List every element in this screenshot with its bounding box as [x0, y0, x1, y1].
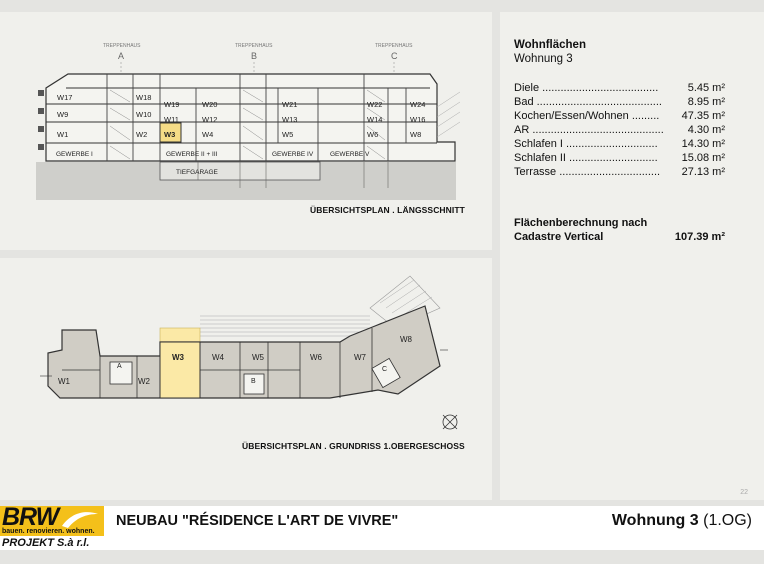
section-unit-w5: W5: [282, 130, 294, 139]
stair-letter-b: B: [251, 51, 258, 61]
area-row-value: 47.35 m²: [681, 110, 725, 122]
plan-unit-w5: W5: [252, 353, 264, 362]
logo-brw-text: BRW: [2, 503, 59, 531]
section-caption: ÜBERSICHTSPLAN . LÄNGSSCHNITT: [310, 205, 465, 215]
section-unit-w6: W6: [367, 130, 379, 139]
section-unit-w17: W17: [57, 93, 73, 102]
stair-letter-c: C: [391, 51, 398, 61]
section-unit-w22: W22: [367, 100, 383, 109]
section-commercial-1: GEWERBE I: [56, 151, 93, 158]
total-row: [514, 231, 725, 245]
section-commercial-4: GEWERBE V: [330, 151, 370, 158]
plan-unit-w3: W3: [172, 353, 184, 362]
section-unit-w13: W13: [282, 115, 298, 124]
plan-stair-c: C: [382, 366, 388, 373]
section-unit-w9: W9: [57, 110, 69, 119]
area-row: [514, 110, 725, 124]
section-unit-w3: W3: [164, 130, 176, 139]
area-row-value: 14.30 m²: [681, 138, 725, 150]
plan-stair-a: A: [117, 363, 122, 370]
area-row-value: 27.13 m²: [681, 166, 725, 178]
floorplan-drawing: [0, 258, 492, 500]
section-unit-w10: W10: [136, 110, 152, 119]
section-unit-w12: W12: [202, 115, 218, 124]
area-row-label: Schlafen I ..............................: [514, 138, 658, 150]
areas-title: Wohnflächen: [514, 39, 586, 51]
logo-swoosh-icon: [60, 508, 100, 530]
section-unit-w21: W21: [282, 100, 298, 109]
plan-unit-w2: W2: [138, 377, 150, 386]
section-commercial-2: GEWERBE II + III: [166, 151, 218, 158]
areas-panel: [500, 12, 764, 500]
area-row-value: 15.08 m²: [681, 152, 725, 164]
area-row: [514, 96, 725, 110]
area-row-label: Kochen/Essen/Wohnen .........: [514, 110, 660, 122]
page-number: 22: [740, 489, 748, 496]
plan-unit-w8: W8: [400, 335, 412, 344]
area-row: [514, 82, 725, 96]
area-row-value: 5.45 m²: [687, 82, 725, 94]
stair-label-c: TREPPENHAUS: [375, 43, 413, 49]
plan-unit-w6: W6: [310, 353, 322, 362]
area-row: [514, 138, 725, 152]
unit-label: Wohnung 3: [611, 512, 699, 529]
section-unit-w11: W11: [164, 115, 179, 124]
area-row-label: Diele ......................................: [514, 82, 659, 94]
section-unit-w4: W4: [202, 130, 214, 139]
area-row-label: Bad .........................................: [514, 96, 662, 108]
areas-subtitle: Wohnung 3: [514, 53, 573, 65]
plan-stair-b: B: [251, 378, 256, 385]
total-value: 107.39 m²: [674, 231, 725, 243]
plan-unit-w4: W4: [212, 353, 224, 362]
unit-floor: (1.OG): [703, 512, 752, 529]
plan-caption: ÜBERSICHTSPLAN . GRUNDRISS 1.OBERGESCHOSS: [242, 441, 465, 451]
area-row: [514, 124, 725, 138]
brw-logo: [0, 503, 104, 550]
section-unit-w19: W19: [164, 100, 180, 109]
total-label-1: Flächenberechnung nach: [514, 217, 648, 229]
unit-title: [612, 512, 752, 530]
area-row-label: Terrasse .................................: [514, 166, 661, 178]
logo-tagline: bauen. renovieren. wohnen.: [2, 528, 95, 535]
area-row-value: 4.30 m²: [687, 124, 725, 136]
section-unit-w1: W1: [57, 130, 69, 139]
section-unit-w20: W20: [202, 100, 218, 109]
section-unit-w14: W14: [367, 115, 383, 124]
logo-projekt: PROJEKT S.à r.l.: [2, 537, 90, 549]
section-unit-w2: W2: [136, 130, 148, 139]
north-arrow-icon: [443, 415, 457, 429]
section-unit-w18: W18: [136, 93, 152, 102]
section-unit-w24: W24: [410, 100, 426, 109]
area-row-label: AR ...........................................: [514, 124, 664, 136]
section-unit-w8: W8: [410, 130, 422, 139]
plan-terrace-w3: [160, 328, 200, 342]
area-row: [514, 166, 725, 180]
project-title: NEUBAU "RÉSIDENCE L'ART DE VIVRE": [116, 513, 399, 529]
stair-label-a: TREPPENHAUS: [103, 43, 141, 49]
section-unit-w16: W16: [410, 115, 426, 124]
area-row: [514, 152, 725, 166]
stair-label-b: TREPPENHAUS: [235, 43, 273, 49]
area-row-label: Schlafen II .............................: [514, 152, 658, 164]
plan-unit-w1: W1: [58, 377, 70, 386]
area-row-value: 8.95 m²: [687, 96, 725, 108]
total-label-2: Cadastre Vertical: [514, 231, 604, 243]
plan-unit-w7: W7: [354, 353, 366, 362]
section-commercial-3: GEWERBE IV: [272, 151, 314, 158]
footer-bar: [0, 503, 764, 550]
floorplan-panel: [0, 258, 492, 500]
stair-letter-a: A: [118, 51, 125, 61]
section-panel: [0, 12, 492, 250]
plan-highlight-w3: [160, 342, 200, 398]
section-garage: TIEFGARAGE: [176, 169, 218, 176]
logo-yellow-block: [0, 503, 104, 536]
